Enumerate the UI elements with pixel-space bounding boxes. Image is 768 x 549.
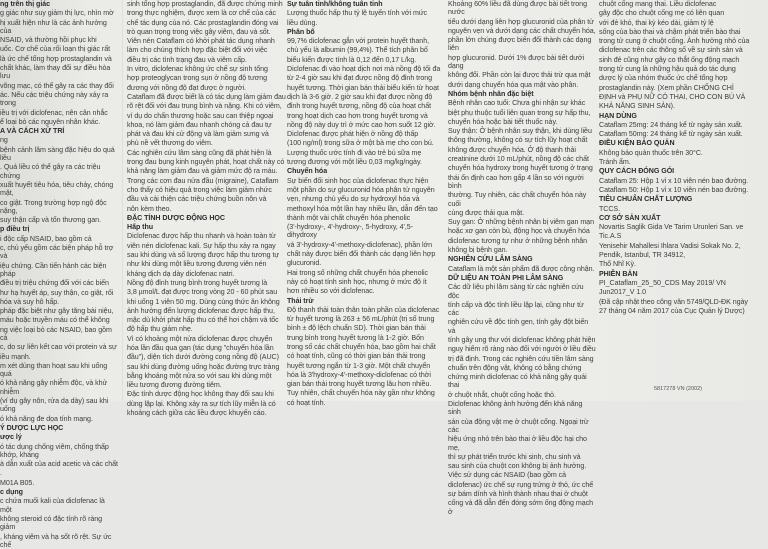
text-line: biệt phụ thuộc tuổi liên quan trong sự hấp thu, [448, 108, 591, 117]
section-heading: Phân bố [287, 27, 315, 36]
column-2 [127, 0, 287, 418]
text-line: sự bám dính và hình thành nhau thai ở chuột [448, 490, 588, 499]
text-line: chứng minh diclofenac có khả năng gây quái thai [448, 373, 587, 390]
text-line: à dẫn xuất của acid acetic và các chất [0, 460, 118, 469]
text-line: huyết tương. Thời gian bán thải biểu kiến từ hoạt [287, 83, 439, 92]
leaflet-code: 5817278 VN (2002) [653, 386, 702, 392]
text-line: mặc dù khởi phát hấp thu có thể hơi chậm và tốc [127, 316, 279, 325]
text-line: diclofenac tương tự như ở những bệnh nhân [448, 236, 588, 245]
text-line: Diclofenac đi vào hoạt dịch nơi mà nồng độ tối đa [287, 65, 441, 74]
text-line: ví dụ do chấn thương hoặc sau can thiệp ngoại [127, 111, 274, 120]
text-line: có hoạt tính, cũng có thời gian bán thải trong [287, 352, 426, 361]
text-line: sau sinh của chuột con không bị ảnh hưởng. [448, 462, 587, 471]
column-1 [0, 0, 118, 549]
text-line: Diclofenac được hấp thu nhanh và hoàn toàn từ [127, 232, 276, 241]
column-4 [448, 0, 596, 516]
section-heading: p điều trị [0, 225, 30, 234]
text-line: chuẩn trên động vật, không có bằng chứng [448, 363, 582, 372]
text-line: khả năng làm giảm đau và giảm mức độ ra máu. [127, 167, 278, 176]
text-line: ó khả năng đe dọa tính mạng. [0, 414, 93, 423]
section-heading: NGHIÊN CỨU LÂM SÀNG [448, 255, 533, 264]
text-line: hóa là 3'hydroxy-4'-methoxy-diclofenac có thời [287, 370, 431, 379]
text-line: diclofenac) ức chế sự rụng trứng ở thỏ, ức chế [448, 480, 594, 489]
text-line: sản của động vật mẹ ở chuột cống. Ngoại trừ các [448, 417, 589, 434]
text-line: kháng dịch dạ dày diclofenac natri. [127, 269, 235, 278]
text-line: khoảng cách giữa các liều được khuyến cáo. [127, 409, 267, 418]
text-line: m xét dùng than hoạt sau khi uống quá [0, 361, 108, 379]
text-line: . [0, 469, 2, 478]
text-line: phần lớn chúng được biến đổi thành các dạng liên [448, 36, 592, 53]
text-line: sau khi dùng đường uống hoặc đường trực tràng [127, 362, 280, 371]
text-line: . Quá liều có thể gây ra các triệu chứng [0, 163, 101, 180]
text-line: glucuronid. [287, 259, 322, 268]
text-line: liều dùng. [287, 18, 318, 27]
text-line: suy thận cấp và tổn thương gan. [0, 216, 101, 225]
text-line: creatinine dưới 10 mL/phút, nồng độ các chất [448, 155, 589, 164]
text-line: độ hấp thu giảm nhẹ. [127, 325, 193, 334]
text-line: cùng được thải qua mật. [448, 208, 525, 217]
text-line: ó tác dụng chống viêm, chống thấp khớp, kháng [0, 442, 109, 459]
text-line: Các nghiên cứu lâm sàng cũng đã phát hiện là [127, 148, 272, 157]
text-line: khi uống 1 viên 50 mg. Dùng cùng thức ăn không [127, 297, 280, 306]
text-line: thái ổn định cao hơn gấp 4 lần so với người bình [448, 173, 584, 190]
text-line: Thổ Nhĩ Kỳ. [599, 260, 636, 269]
text-line: , kháng viêm và hạ sốt rõ rệt. Sự ức chế [0, 532, 112, 549]
column-5 [599, 0, 764, 401]
text-line: uốc. Cơ chế của rối loạn thị giác rất [0, 45, 111, 54]
section-heading: Hấp thu [127, 223, 154, 232]
text-line: cống và đã dẫn đến đóng sớm ống động mạch ở [448, 499, 593, 516]
text-line: Trong các cơn đau nửa đầu (migraine), Cataflam [127, 176, 279, 185]
text-line: (3'-hydroxy-, 4'-hydroxy-, 5-hydroxy, 4',5-dihydroxy [287, 223, 413, 240]
text-line: xuất huyết tiêu hóa, tiêu chảy, chóng mặt, [0, 180, 114, 198]
text-line: Việc sử dụng các NSAID (bao gồm cả [448, 471, 567, 480]
text-line: hóa lần đầu qua gan (tác dụng "chuyển hóa lần [127, 343, 274, 352]
text-line: tính cấp và độc tính liều lặp lại, cũng như từ các [448, 300, 584, 318]
text-line: không steroid có đặc tính rõ ràng giảm [0, 514, 103, 532]
text-line: nguyên vẹn và dưới dạng các chất chuyển hóa, [448, 26, 596, 35]
section-heading: Sự tuân tỉnh/không tuân tỉnh [287, 0, 383, 8]
text-line: từ huyết tương là 263 ± 56 mL/phút (trị số trung [287, 315, 435, 324]
text-line: (Đã cập nhật theo công văn 5749/QLD-ĐK ngày [599, 297, 748, 306]
text-line: sau khi dùng và số lượng được hấp thu tương tự [127, 251, 280, 260]
text-line: tiểu dưới dạng liên hợp glucuronid của phân tử [448, 17, 594, 26]
text-line: chuyển hóa hydroxy trong huyết tương ở trạng [448, 164, 593, 173]
text-line: iệu chứng. Cần tiến hành các biện pháp [0, 261, 107, 278]
text-line: đương với nồng độ đạt được ở người. [127, 83, 246, 92]
text-line: TCCS. [599, 204, 621, 213]
text-line: gian bán thải trong huyết tương lâu hơn nhiều. [287, 380, 432, 389]
text-line: chất này được biến đổi thành các dạng liên hợp [287, 250, 436, 259]
text-line: chuột cống mang thai. Liều diclofenac [599, 0, 717, 8]
text-line: (ví dụ gây nôn, rửa dạ dày) sau khi uống [0, 397, 109, 414]
text-line: c, chủ yếu gồm các biện pháp hỗ trợ và [0, 244, 114, 261]
text-line: thường. Tuy nhiên, các chất chuyển hóa này cuối [448, 191, 587, 208]
section-heading: ược lý [0, 433, 22, 442]
text-line: PI_Cataflam_25_50_CDS May 2019/ VN [599, 278, 726, 287]
text-line: ó khả năng gây nhiễm độc, và khử nhiễm [0, 379, 108, 396]
text-line: từ 2-4 giờ sau khi đạt được nồng độ đỉnh trong [287, 74, 433, 83]
section-heading: Nhóm bệnh nhân đặc biệt [448, 89, 534, 98]
text-line: huyết tương ngắn từ 1-3 giờ. Một chất chuyển [287, 361, 431, 370]
text-line: prostaglandin này. (Xem phần CHỐNG CHỈ [599, 83, 734, 92]
text-line: g giác như suy giảm thị lực, nhìn mờ [0, 9, 114, 18]
text-line: hị xuất hiện như là các ảnh hưởng của [0, 18, 107, 35]
text-line: võng mạc, có thể gây ra các thay đổi [0, 81, 114, 90]
text-line: nghiên cứu về độc tính gen, tính gây đột biến và [448, 318, 589, 335]
text-line: chế tác dụng của nó. Các prostaglandin đóng vai [127, 18, 279, 27]
text-line: Suy gan: Ở những bệnh nhân bị viêm gan mạn [448, 218, 594, 227]
text-line: ở chuột nhắt, chuột cống hoặc thỏ. [448, 390, 556, 399]
text-line: (100 ng/ml) trong sữa ở một bà mẹ cho con bú. [287, 139, 434, 148]
section-heading: TIÊU CHUẨN CHẤT LƯỢNG [599, 195, 693, 204]
text-line: Độ thanh thải toàn thân toàn phần của diclofenac [287, 305, 440, 314]
text-line: Jun2017_V 1.0 [599, 288, 647, 297]
text-line: không đổi. Phần còn lại được thải trừ qua mật [448, 71, 591, 80]
text-line: hợp proteoglycan trong sụn ở nồng độ tương [127, 74, 268, 83]
text-line: Hai trong số những chất chuyển hóa phenolic [287, 268, 429, 277]
text-line: điều trị các tình trạng đau và viêm cấp. [127, 55, 247, 64]
text-line: Lượng thuốc ước tính đi vào trẻ bú sữa mẹ [287, 148, 422, 157]
text-line: hư hạ huyết áp, suy thận, co giật, rối [0, 288, 114, 297]
text-line: máu hoặc truyền máu có thể không [0, 316, 110, 325]
section-heading: c dụng [0, 488, 23, 497]
text-line: ác. Nếu các triệu chứng này xảy ra trong [0, 90, 109, 108]
text-line: làm cho chúng thích hợp đặc biệt đối với việc [127, 46, 268, 55]
section-heading: PHIÊN BẢN [599, 269, 638, 278]
text-line: dùng lặp lại. Không xảy ra sự tích lũy miễn là có [127, 399, 276, 408]
text-line: Cataflam đã được biết là có tác dụng làm giảm đau [127, 92, 286, 101]
section-heading: HẠN DÙNG [599, 111, 637, 120]
text-line: Diclofenac không ảnh hưởng đến khả năng sinh [448, 400, 583, 417]
text-line: 99,7% diclofenac gắn với protein huyết thanh, [287, 37, 430, 46]
text-line: Bệnh nhân cao tuổi: Chưa ghi nhận sự khác [448, 99, 586, 108]
text-line: phù nề vết thương do viêm. [127, 139, 213, 148]
text-line: Pendik, Istanbul, TR 34912, [599, 251, 686, 260]
text-line: nôn kèm theo. [127, 204, 172, 213]
text-line: Nồng độ đỉnh trung bình trong huyết tương là [127, 278, 268, 287]
section-heading: Thải trừ [287, 296, 314, 305]
text-line: In vitro, diclofenac không ức chế sự sinh tổng [127, 65, 268, 74]
text-line: 3,8 µmol/L đạt được trong vòng 20 - 60 phút sau [127, 288, 278, 297]
section-heading: Chuyển hóa [287, 167, 328, 176]
text-line: Cataflam là một sản phẩm đã được công nhận. [448, 264, 595, 273]
text-line: i độc cấp NSAID, bao gồm cả [0, 234, 92, 243]
text-line: 27 tháng 04 năm 2017 của Cục Quản lý Dược) [599, 306, 745, 315]
text-line: dưới dạng chuyển hóa qua mật vào phân. [448, 80, 579, 89]
text-line: thông thường, không có sự tích lũy hoạt chất [448, 136, 588, 145]
text-line: phát và đau khi cử động và làm giảm sưng và [127, 130, 269, 139]
text-line: Tuy nhiên, chất chuyển hóa này gần như không [287, 389, 435, 398]
text-line: trong tử cung ở chuột cống. Ảnh hưởng nhỏ của [599, 37, 750, 46]
section-heading: ĐIỀU KIỆN BẢO QUẢN [599, 139, 675, 148]
text-line: này có hoạt tính sinh học, nhưng ở mức độ ít [287, 277, 427, 286]
text-line: có hoạt tính. [287, 398, 326, 407]
text-line: không được chuyển hóa. Ở độ thanh thải [448, 145, 576, 154]
text-line: thì sự phát triển trước khi sinh, chu sinh và [448, 452, 581, 461]
text-line: Cataflam 50mg: 24 tháng kể từ ngày sản xuất. [599, 130, 743, 139]
text-line: Yenisehir Mahallesi Ihlara Vadisi Sokak No. 2, [599, 241, 741, 250]
text-line: ĐỊNH và PHỤ NỮ CÓ THAI, CHO CON BÚ VÀ [599, 92, 746, 101]
text-line: Tic.A.S [599, 232, 622, 241]
text-line: hoặc xơ gan còn bù, động học và chuyển hóa [448, 227, 590, 236]
text-line: Suy thận: Ở bệnh nhân suy thận, khi dùng liều [448, 127, 592, 136]
text-line: biểu kiến được tính là 0,12 đến 0,17 L/kg. [287, 55, 417, 64]
text-line: chất khác, làm thay đổi sự điều hòa lưu [0, 64, 111, 81]
text-line: ể loại bỏ các nguyên nhân khác. [0, 117, 101, 126]
text-line: iều mạnh. [0, 352, 31, 361]
text-line: bệnh cảnh lâm sàng đặc hiệu do quá liều [0, 145, 115, 163]
text-line: Không bảo quản thuốc trên 30°C. [599, 148, 703, 157]
text-line: chủ yếu là albumin (99,4%). Thể tích phân bố [287, 46, 428, 55]
text-line: Lượng thuốc hấp thu tỷ lệ tuyến tính với mức [287, 9, 428, 18]
text-line: ng [0, 136, 8, 145]
text-line: cho thấy có hiệu quả trong việc làm giảm nhức [127, 185, 272, 194]
text-line: bằng khoảng một nửa so với sau khi dùng một [127, 371, 272, 380]
text-line: sống của bào thai và chậm phát triển bào thai [599, 27, 741, 36]
text-line: gây độc cho chuột cống mẹ có liên quan [599, 9, 725, 18]
section-heading: CƠ SỞ SẢN XUẤT [599, 213, 661, 222]
text-line: nồng độ này duy trì ở mức cao hơn suốt 12 giờ. [287, 120, 436, 129]
text-line: co giật. Trong trường hợp ngộ độc nặng, [0, 198, 107, 215]
text-line: ảnh hưởng đến lượng diclofenac được hấp thu, [127, 306, 275, 315]
text-line: trị đã định. Trong các nghiên cứu tiền lâm sàng [448, 354, 594, 363]
text-line: trong thực nghiệm, được xem là cơ chế của các [127, 9, 277, 18]
text-line: dịch là 3-6 giờ. 2 giờ sau khi đạt được nồng độ [287, 92, 433, 101]
text-line: KHẢ NĂNG SINH SẢN). [599, 102, 675, 111]
text-line: viên nén diclofenac kali. Sự hấp thu xảy ra ngay [127, 241, 276, 250]
text-line: Sự biến đổi sinh học của diclofenac thực hiện [287, 176, 429, 185]
text-line: rõ rệt đối với đau trung bình và nặng. Khi có viêm, [127, 102, 282, 111]
text-line: hơn nhiều so với diclofenac. [287, 287, 375, 296]
text-line: bình ± độ lệch chuẩn SD). Thời gian bán thải [287, 324, 426, 333]
text-line: trung bình trong huyết tương là 1-2 giờ. Bốn [287, 333, 424, 342]
text-line: với đẻ khó, thai kỳ kéo dài, giảm tỷ lệ [599, 18, 714, 27]
text-line: liều tương đương đường tiêm. [127, 381, 222, 390]
section-heading: ng trên thị giác [0, 0, 51, 8]
text-line: c, do sự liên kết cao với protein và sự [0, 343, 117, 352]
section-heading: QUY CÁCH ĐÓNG GÓI [599, 167, 675, 176]
column-fold [122, 0, 123, 401]
text-line: iều trị với diclofenac, nên cân nhắc [0, 108, 108, 117]
text-line: Vì có khoảng một nửa diclofenac được chuyển [127, 334, 273, 343]
text-line: là ức chế tổng hợp prostaglandin và [0, 54, 112, 63]
text-line: đầu và cải thiện các triệu chứng buồn nôn và [127, 195, 267, 204]
text-line: dược lý của nhóm thuốc ức chế tổng hợp [599, 74, 728, 83]
text-line: đầu"), diện tích dưới đường cong nồng độ (AUC) [127, 353, 279, 362]
text-line: Cataflam 50: Hộp 1 vỉ x 10 viên nén bao đường. [599, 185, 749, 194]
text-line: Cataflam 25: Hộp 1 vỉ x 10 viên nén bao đường. [599, 176, 749, 185]
text-line: hiệu ứng nhỏ trên bào thai ở liều độc hại cho mẹ, [448, 435, 587, 452]
text-line: thành một vài chất chuyển hóa phenolic [287, 213, 411, 222]
text-line: trong đau bụng kinh nguyên phát, hoạt chất này có [127, 158, 285, 167]
text-line: tương đương với một liều 0,03 mg/kg/ngày. [287, 158, 422, 167]
text-line: c chứa muối kali của diclofenac là một [0, 497, 105, 514]
text-line: Tránh ẩm. [599, 158, 631, 167]
section-heading: DỮ LIỆU AN TOÀN PHI LÂM SÀNG [448, 273, 564, 282]
text-line: hợp glucuronid. Dưới 1% được bài tiết dưới dạng [448, 53, 585, 71]
section-heading: A VÀ CÁCH XỬ TRÍ [0, 127, 65, 136]
text-line: Viên nén Cataflam có khởi phát tác dụng nhanh [127, 37, 275, 46]
text-line: trong số các chất chuyển hóa, bao gồm hai chất [287, 342, 436, 351]
section-heading: ĐẶC TÍNH DƯỢC ĐỘNG HỌC [127, 213, 225, 222]
text-line: Cataflam 25mg: 24 tháng kể từ ngày sản xuất. [599, 120, 743, 129]
text-line: trò quan trọng trong việc gây viêm, đau và sốt. [127, 27, 271, 36]
text-line: Novartis Saglik Gida Ve Tarim Urunleri San. ve [599, 223, 744, 232]
text-line: và 3'-hydroxy-4'-methoxy-diclofenac), phần lớn [287, 240, 433, 249]
text-line: tính gây ung thư với diclofenac không phát hiện [448, 335, 596, 344]
text-line: không bị bệnh gan. [448, 246, 508, 255]
text-line: như khi dùng một liều tương đương viên nén [127, 260, 267, 269]
text-line: pháp đặc biệt như gây tăng bài niệu, [0, 307, 114, 316]
column-3 [287, 0, 441, 407]
text-line: chuyển hóa hoặc bài tiết thuốc này. [448, 117, 558, 126]
text-line: methoxyl hóa một lần hay nhiều lần, dẫn đến tạo [287, 204, 438, 213]
text-line: điều trị triệu chứng đối với các biến [0, 279, 109, 288]
text-line: sinh đẻ cũng như gây co thắt ống động mạch [599, 55, 740, 64]
text-line: nguy hiểm rõ ràng nào đối với người ở liều điều [448, 345, 596, 354]
text-line: diclofenac trên các thông số về sự sinh sản và [599, 46, 743, 55]
text-line: một phần do sự glucuronid hóa phân tử nguyên [287, 185, 435, 194]
text-line: hóa và suy hô hấp. [0, 297, 60, 306]
text-line: trong tử cung là những hậu quả do tác dụng [599, 65, 736, 74]
text-line: Diclofenac được phát hiện ở nồng độ thấp [287, 130, 419, 139]
text-line: sinh tổng hợp prostaglandin, đã được chứng minh [127, 0, 283, 8]
text-line: vẹn, nhưng chủ yếu do sự hydroxyl hóa và [287, 195, 420, 204]
text-line: Các dữ liệu phi lâm sàng từ các nghiên cứu độc [448, 283, 584, 300]
text-line: khoa, nó làm giảm đau nhanh chóng cả đau tự [127, 120, 272, 129]
section-heading: Ý DƯỢC LỰC HỌC [0, 423, 64, 432]
text-line: Khoảng 60% liều đã dùng được bài tiết trong nước [448, 0, 587, 17]
text-line: NSAID, và thường hồi phục khi [0, 36, 97, 45]
text-line: trong hoạt dịch cao hơn trong huyết tương và [287, 111, 428, 120]
text-line: đỉnh trong huyết tương, nồng độ của hoạt chất [287, 102, 432, 111]
text-line: Đặc tính dược động học không thay đổi sau khi [127, 390, 274, 399]
text-line: M01A B05. [0, 478, 35, 487]
text-line: ng việc loại bỏ các NSAID, bao gồm cả [0, 325, 112, 342]
